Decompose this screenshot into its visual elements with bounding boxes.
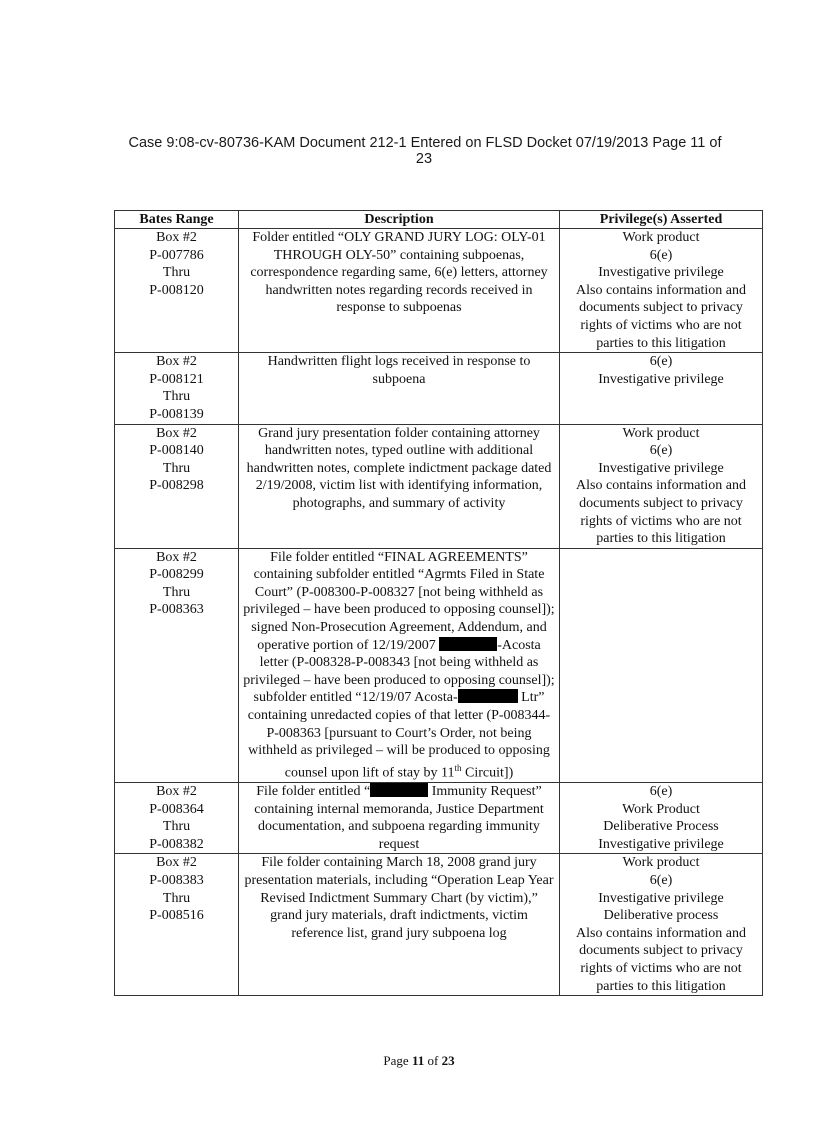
privileges-cell <box>560 424 763 548</box>
table-row <box>115 854 763 996</box>
description-cell: Folder entitled “OLY GRAND JURY LOG: OLY-01 THROUGH OLY-50” containing subpoenas, correspondence regarding same, 6(e) letters, attorney handwritten notes regarding records received in response to subpoenas <box>239 229 560 353</box>
privilege-item: 6(e) <box>649 247 673 263</box>
redaction-box <box>458 689 518 703</box>
privileges-cell <box>560 854 763 996</box>
table-header-row <box>115 211 763 229</box>
bates-thru: Thru <box>162 389 191 405</box>
bates-thru: Thru <box>162 265 191 281</box>
bates-thru: Thru <box>162 460 191 476</box>
bates-start: P-008121 <box>149 371 204 387</box>
privilege-log-table <box>114 210 763 996</box>
table-row <box>115 424 763 548</box>
bates-range-cell <box>115 548 239 782</box>
privilege-item: Investigative privilege <box>598 460 724 476</box>
bates-box: Box #2 <box>156 230 197 245</box>
docket-header <box>0 135 838 167</box>
bates-range-cell <box>115 353 239 424</box>
description-text: Circuit]) <box>461 765 514 781</box>
privilege-item: Work product <box>622 230 700 245</box>
page-footer <box>0 1053 838 1069</box>
table-row <box>115 353 763 424</box>
privileges-cell <box>560 353 763 424</box>
privilege-item: Investigative privilege <box>598 265 724 281</box>
bates-end: P-008139 <box>149 406 204 422</box>
bates-start: P-008299 <box>149 567 204 583</box>
privilege-item: Also contains information and documents subject to privacy rights of victims who are not parties to this litigation <box>576 478 746 547</box>
bates-range-cell <box>115 854 239 996</box>
bates-box: Box #2 <box>156 425 197 441</box>
privilege-item: Deliberative Process <box>603 819 719 835</box>
privilege-item: Also contains information and documents subject to privacy rights of victims who are not parties to this litigation <box>576 282 746 351</box>
docket-header-line-2: 23 <box>415 151 433 167</box>
table-row <box>115 548 763 782</box>
bates-start: P-008364 <box>149 801 204 817</box>
bates-end: P-008516 <box>149 908 204 924</box>
privilege-item: 6(e) <box>649 784 673 800</box>
description-text: -Acosta letter (P-008328-P-008343 [not being withheld as privileged – have been produced to opposing counsel]); subfolder entitled “12/19/07 Acosta- <box>243 637 555 706</box>
privilege-item: Work product <box>622 425 700 441</box>
description-text: Immunity Request” containing internal memoranda, Justice Department documentation, and subpoena regarding immunity request <box>254 784 544 852</box>
description-text: File folder entitled “ <box>256 784 371 800</box>
privileges-cell <box>560 783 763 854</box>
bates-box: Box #2 <box>156 549 197 565</box>
redaction-box <box>370 783 428 797</box>
redaction-box <box>439 637 497 651</box>
footer-prefix: Page <box>383 1053 412 1068</box>
description-cell: File folder containing March 18, 2008 grand jury presentation materials, including “Operation Leap Year Revised Indictment Summary Chart (by victim),” grand jury materials, draft indictments, victim reference list, grand jury subpoena log <box>239 854 560 996</box>
table-row <box>115 783 763 854</box>
bates-range-cell <box>115 424 239 548</box>
bates-end: P-008120 <box>149 282 204 298</box>
bates-thru: Thru <box>162 819 191 835</box>
privilege-item: Investigative privilege <box>598 890 724 906</box>
docket-header-line-1: Case 9:08-cv-80736-KAM Document 212-1 Entered on FLSD Docket 07/19/2013 Page 11 of <box>128 135 722 151</box>
bates-thru: Thru <box>162 890 191 906</box>
description-cell: Grand jury presentation folder containing attorney handwritten notes, typed outline with additional handwritten notes, complete indictment package dated 2/19/2008, victim list with identifying information, photographs, and summary of activity <box>239 424 560 548</box>
privilege-item: 6(e) <box>649 443 673 459</box>
bates-start: P-008383 <box>149 873 204 889</box>
table-row <box>115 229 763 353</box>
bates-end: P-008363 <box>149 602 204 618</box>
description-cell <box>239 548 560 782</box>
bates-range-cell <box>115 783 239 854</box>
column-header-bates: Bates Range <box>115 211 239 229</box>
privileges-cell <box>560 229 763 353</box>
privilege-item: 6(e) <box>649 873 673 889</box>
footer-total-pages: 23 <box>441 1053 455 1068</box>
bates-end: P-008298 <box>149 478 204 494</box>
privilege-item: 6(e) <box>649 354 673 370</box>
privilege-item: Work Product <box>622 801 700 817</box>
bates-end: P-008382 <box>149 836 204 852</box>
footer-current-page: 11 <box>411 1053 425 1068</box>
privileges-cell <box>560 548 763 782</box>
privilege-item: Work product <box>622 855 700 871</box>
column-header-description: Description <box>239 211 560 229</box>
superscript-ordinal: th <box>454 762 462 773</box>
privilege-item: Also contains information and documents subject to privacy rights of victims who are not parties to this litigation <box>576 925 746 994</box>
description-text: Ltr” containing unredacted copies of that letter (P-008344-P-008363 [pursuant to Court’s Order, not being withheld as privileged – will be produced to opposing counsel upon lift of stay by 11 <box>247 690 551 781</box>
bates-box: Box #2 <box>156 855 197 871</box>
bates-thru: Thru <box>162 584 191 600</box>
privilege-item: Investigative privilege <box>598 836 724 852</box>
bates-box: Box #2 <box>156 354 197 370</box>
privilege-item: Deliberative process <box>603 908 719 924</box>
description-text: File folder entitled “FINAL AGREEMENTS” containing subfolder entitled “Agrmts Filed in State Court” (P-008300-P-008327 [not being withheld as privileged – have been produced to opposing counsel]); signed Non-Prosecution Agreement, Addendum, and operative portion of 12/19/2007 <box>243 549 555 653</box>
bates-start: P-007786 <box>149 247 204 263</box>
bates-start: P-008140 <box>149 443 204 459</box>
footer-middle: of <box>424 1053 442 1068</box>
description-cell: Handwritten flight logs received in response to subpoena <box>239 353 560 424</box>
bates-box: Box #2 <box>156 784 197 800</box>
bates-range-cell <box>115 229 239 353</box>
description-cell <box>239 783 560 854</box>
column-header-privileges: Privilege(s) Asserted <box>560 211 763 229</box>
privilege-item: Investigative privilege <box>598 371 724 387</box>
